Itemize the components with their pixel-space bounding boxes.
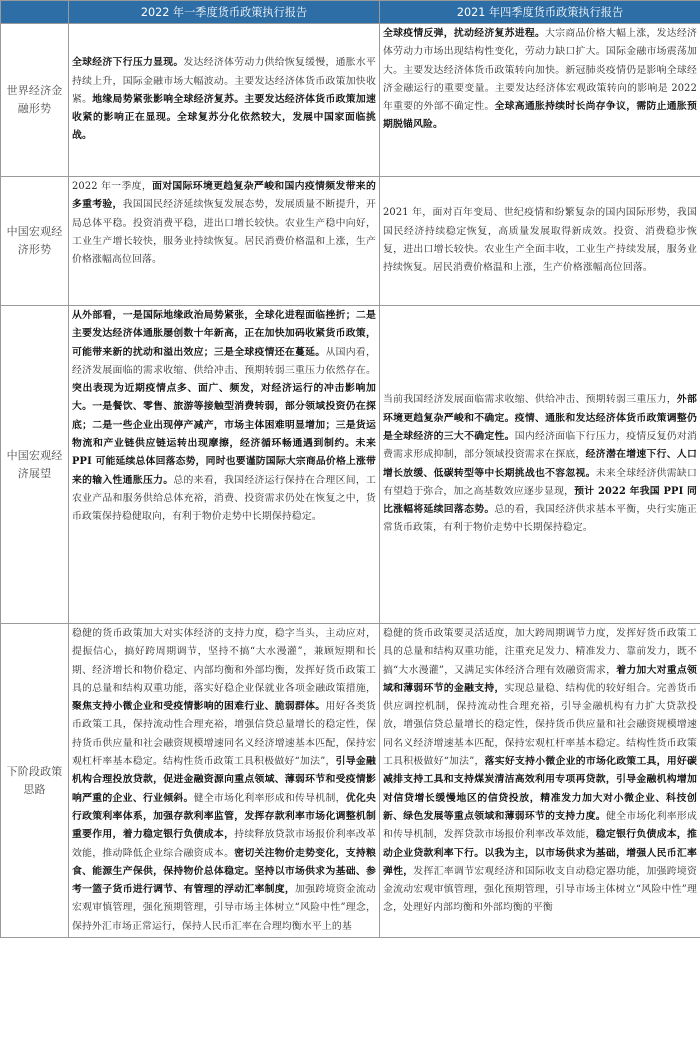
- text-segment: 用好各类货币政策工具，保持流动性合理充裕，增强信贷总量增长的稳定性，保持货币供应量和社会融资规模增速同名义经济增速基本匹配，保持宏观杠杆率基本稳定。结构性货币政策工具积极做好“加法”，: [72, 701, 376, 768]
- text-segment: 稳健的货币政策要灵活适度，加大跨周期调节力度，发挥好货币政策工具的总量和结构双重功能，注重充足发力、精准发力、靠前发力，既不搞“大水漫灌”，又满足实体经济合理有效融资需求，: [383, 628, 697, 676]
- bold-text-segment: 优化央行政策利率体系，加强存款利率监管，发挥存款利率市场化调整机制重要作用，着力稳定银行负债成本，: [72, 792, 376, 841]
- text-segment: 健全市场化利率形成和传导机制，: [193, 792, 346, 804]
- bold-text-segment: 地缘局势紧张影响全球经济复苏。主要发达经济体货币政策加速收紧的影响正在显现。全球复苏分化依然较大，发展中国家面临挑战。: [72, 93, 376, 142]
- table-header-row: [1, 1, 700, 24]
- row-next-policy: [1, 624, 700, 938]
- bold-text-segment: 从外部看，一是国际地缘政治局势紧张，全球化进程面临挫折；二是主要发达经济体通胀屡创数十年新高，正在加快加码收紧货币政策，可能带来新的扰动和溢出效应；三是全球疫情还在蔓延。: [72, 310, 376, 358]
- text-segment: 我国国民经济延续恢复发展态势，发展质量不断提升，开局总体平稳。投资消费平稳，进出口增长较快。农业生产稳中向好，工业生产增长较快，服务业持续恢复。居民消费价格温和上涨，生产价格涨幅高位回落。: [72, 199, 376, 266]
- text-segment: 发挥汇率调节宏观经济和国际收支自动稳定器功能，加强跨境资金流动宏观审慎管理，强化预期管理，引导市场主体树立“风险中性”理念，处理好内部均衡和外部均衡的平衡: [383, 865, 698, 914]
- bold-text-segment: 聚焦支持小微企业和受疫情影响的困难行业、脆弱群体。: [72, 701, 326, 713]
- text-segment: 健全市场化利率形成和传导机制，发挥贷款市场报价利率改革效能，: [383, 810, 697, 841]
- bold-text-segment: 着力加大对重点领域和薄弱环节的金融支持，: [383, 664, 697, 694]
- bold-text-segment: 面对国际环境更趋复杂严峻和国内疫情频发带来的多重考验，: [72, 181, 376, 211]
- row-china-macro: [1, 177, 700, 306]
- cell-2022q1-china-macro: [69, 177, 380, 306]
- bold-text-segment: 引导金融机构合理投放贷款，促进金融资源向重点领域、薄弱环节和受疫情影响严重的企业、行业倾斜。: [72, 756, 376, 804]
- text-segment: 总的来看，我国经济运行保持在合理区间，工农业产品和服务供给总体充裕，消费、投资需求仍处在恢复之中，货币政策保持稳健取向，有利于物价走势中长期保持稳定。: [72, 474, 376, 523]
- bold-text-segment: 外部环境更趋复杂严峻和不确定。疫情、通胀和发达经济体货币政策调整仍是全球经济的三大不确定性。: [383, 394, 697, 442]
- cell-2022q1-china-outlook: [69, 306, 380, 624]
- row-label-china-macro: 中国宏观经济形势: [1, 177, 69, 306]
- header-empty-cell: [1, 1, 69, 24]
- bold-text-segment: 全球高通胀持续时长尚存争议，需防止通胀预期脱锚风险。: [383, 101, 697, 131]
- bold-text-segment: 稳定银行负债成本，推动企业贷款利率下行。以我为主，以市场供求为基础，增强人民币汇率弹性，: [383, 829, 697, 877]
- text-segment: 实现总量稳、结构优的较好组合。完善货币供应调控机制，保持流动性合理充裕，引导金融机构有力扩大贷款投放，增强信贷总量增长的稳定性，保持货币供应量和社会融资规模增速同名义经济增速基本匹配，保持宏观杠杆率基本稳定。结构性货币政策工具积极做好“加法”，: [383, 682, 697, 768]
- bold-text-segment: 全球经济下行压力显现。: [72, 57, 184, 69]
- text-segment: 发达经济体劳动力供给恢复缓慢，通胀水平持续上升，国际金融市场大幅波动。主要发达经济体货币政策加快收紧。: [72, 57, 376, 105]
- text-segment: 大宗商品价格大幅上涨，发达经济体劳动力市场出现结构性变化，劳动力缺口扩大。国际金融市场震荡加大。主要发达经济体货币政策转向加快。新冠肺炎疫情仍是影响全球经济金融运行的重要变量。主要发达经济体宏观政策转向的影响是 2022 年重要的外部不确定性。: [383, 28, 697, 113]
- text-segment: 当前我国经济发展面临需求收缩、供给冲击、预期转弱三重压力，: [383, 394, 677, 406]
- header-2022q1: 2022 年一季度货币政策执行报告: [69, 1, 380, 24]
- row-label-next-policy: 下阶段政策思路: [1, 624, 69, 938]
- text-segment: 从国内看，经济发展面临的需求收缩、供给冲击、预期转弱三重压力依然存在。: [72, 346, 376, 376]
- row-label-world-economy: 世界经济金融形势: [1, 24, 69, 177]
- text-segment: 稳健的货币政策加大对实体经济的支持力度，稳字当头，主动应对，提振信心，搞好跨周期调节，坚持不搞“大水漫灌”，兼顾短期和长期、经济增长和物价稳定、内部均衡和外部均衡，发挥好货币政策工具的总量和结构双重功能，落实好稳企业保就业各项金融政策措施，: [72, 628, 376, 694]
- cell-2022q1-next-policy: [69, 624, 380, 938]
- bold-text-segment: 全球疫情反弹，扰动经济复苏进程。: [383, 28, 546, 39]
- text-segment: 持续释放贷款市场报价利率改革效能，推动降低企业综合融资成本。: [72, 829, 376, 859]
- row-label-china-outlook: 中国宏观经济展望: [1, 306, 69, 624]
- bold-text-segment: 经济潜在增速下行、人口增长放缓、低碳转型等中长期挑战也不容忽视。: [383, 449, 697, 479]
- cell-2021q4-china-macro: [380, 177, 700, 306]
- cell-2021q4-china-outlook: [380, 306, 700, 624]
- text-segment: 2022 年一季度，: [72, 181, 153, 192]
- cell-2022q1-world-economy: [69, 24, 380, 177]
- text-segment: 未来全球经济供需缺口有望趋于弥合，加之高基数效应逐步显现，: [383, 467, 697, 497]
- cell-2021q4-world-economy: [380, 24, 700, 177]
- text-segment: 国内经济面临下行压力，疫情反复仍对消费需求形成抑制，部分领域投资需求在探底，: [383, 430, 697, 461]
- header-2021q4: 2021 年四季度货币政策执行报告: [380, 1, 700, 24]
- bold-text-segment: 密切关注物价走势变化，支持粮食、能源生产保供，保持物价总体稳定。坚持以市场供求为基础、参考一篮子货币进行调节、有管理的浮动汇率制度，: [72, 847, 376, 896]
- text-segment: 2021 年，面对百年变局、世纪疫情和纷繁复杂的国内国际形势，我国国民经济持续稳定恢复，高质量发展取得新成效。投资、消费稳步恢复，进出口增长较快。农业生产全面丰收，工业生产持续发展，服务业持续恢复。居民消费价格温和上涨，生产价格涨幅高位回落。: [383, 207, 697, 274]
- bold-text-segment: 落实好支持小微企业的市场化政策工具，用好碳减排支持工具和支持煤炭清洁高效利用专项再贷款，引导金融机构增加对信贷增长缓慢地区的信贷投放，精准发力加大对小微企业、科技创新、绿色发展等重点领域和薄弱环节的支持力度。: [383, 756, 698, 822]
- bold-text-segment: 突出表现为近期疫情点多、面广、频发，对经济运行的冲击影响加大。一是餐饮、零售、旅游等接触型消费转弱，部分领域投资仍在探底；二是一些企业出现停产减产，市场主体困难明显增加；三是货运物流和产业链供应链运转出现摩擦，经济循环畅通遇到制约。未来 PPI 可能延续总体回落态势，同时也要谨防国际大宗商品价格上涨带来的输入性通胀压力。: [72, 383, 376, 486]
- text-segment: 加强跨境资金流动宏观审慎管理，强化预期管理，引导市场主体树立“风险中性”理念，保持外汇市场正常运行，保持人民币汇率在合理均衡水平上的基: [72, 884, 376, 932]
- row-china-outlook: [1, 306, 700, 624]
- cell-2021q4-next-policy: [380, 624, 700, 938]
- text-segment: 总的看，我国经济供求基本平衡，央行实施正常货币政策，有利于物价走势中长期保持稳定。: [383, 504, 697, 534]
- bold-text-segment: 预计 2022 年我国 PPI 同比涨幅将延续回落态势。: [383, 485, 697, 516]
- row-world-economy: [1, 24, 700, 177]
